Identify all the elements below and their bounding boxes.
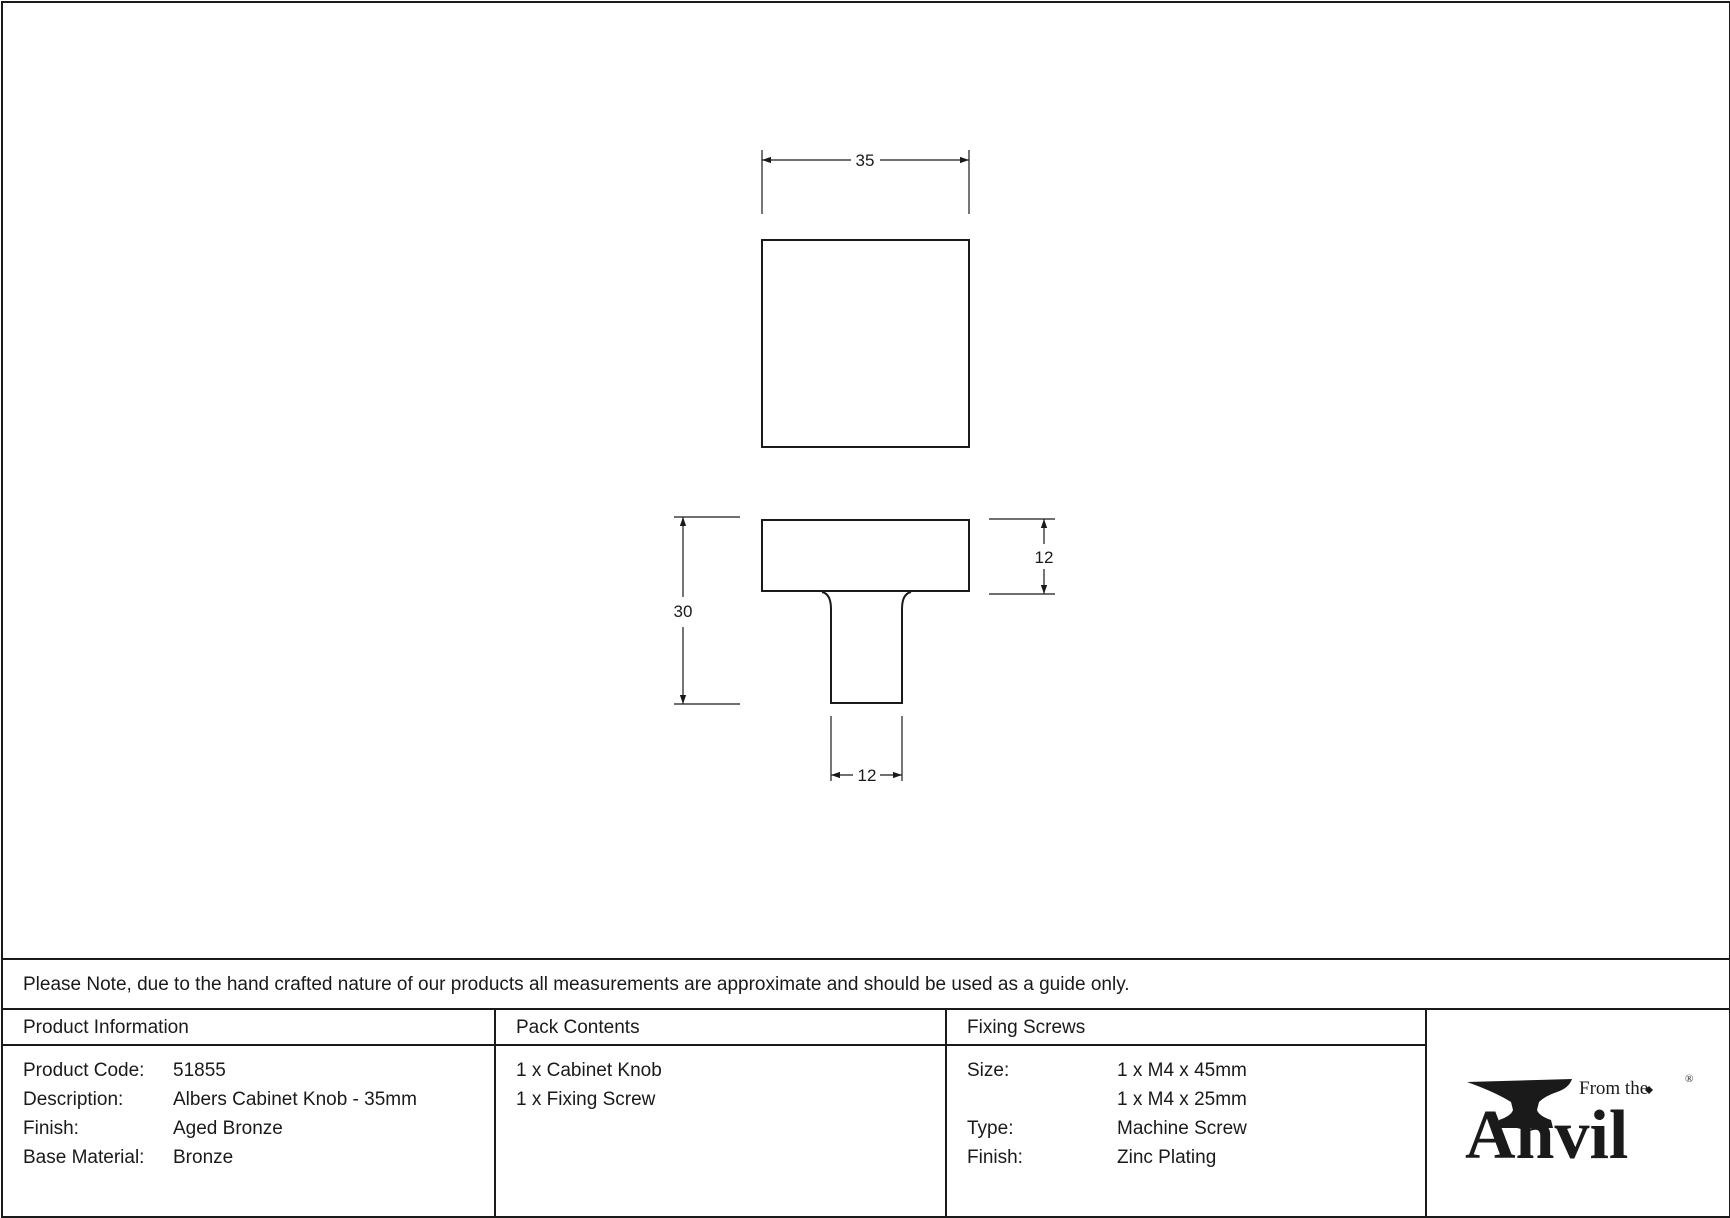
stem-width-label: 12 bbox=[857, 766, 877, 785]
head-height-dimension bbox=[989, 519, 1055, 594]
measurement-note-row bbox=[3, 958, 1729, 1010]
top-view-outline bbox=[762, 240, 969, 447]
head-height-label: 12 bbox=[1034, 548, 1054, 567]
pack-item bbox=[516, 1089, 935, 1118]
stem-width-dimension bbox=[831, 716, 902, 785]
product-information-heading: Product Information bbox=[23, 1017, 189, 1038]
product-row bbox=[23, 1147, 484, 1176]
screw-value: 1 x M4 x 45mm bbox=[1117, 1060, 1247, 1081]
product-row bbox=[23, 1060, 484, 1089]
fixing-screws-header bbox=[947, 1010, 1425, 1046]
screw-row bbox=[967, 1147, 1415, 1176]
screw-label: Finish: bbox=[967, 1147, 1023, 1168]
side-view-outline bbox=[762, 520, 969, 703]
logo-registered: ® bbox=[1685, 1073, 1694, 1085]
overall-height-label: 30 bbox=[673, 602, 693, 621]
product-row bbox=[23, 1118, 484, 1147]
product-information-header bbox=[3, 1010, 494, 1046]
screw-value: Zinc Plating bbox=[1117, 1147, 1217, 1168]
pack-contents-header bbox=[496, 1010, 945, 1046]
drawing-sheet bbox=[1, 1, 1730, 1218]
screw-row bbox=[967, 1089, 1415, 1118]
info-table bbox=[3, 1010, 1729, 1216]
screw-value: Machine Screw bbox=[1117, 1118, 1247, 1139]
product-row bbox=[23, 1089, 484, 1118]
logo-column bbox=[1427, 1010, 1729, 1216]
fixing-screws-heading: Fixing Screws bbox=[967, 1017, 1086, 1038]
pack-item-text: 1 x Cabinet Knob bbox=[516, 1060, 662, 1081]
pack-item-text: 1 x Fixing Screw bbox=[516, 1089, 656, 1110]
product-value: Aged Bronze bbox=[173, 1118, 283, 1139]
pack-contents-column bbox=[496, 1010, 947, 1216]
product-value: Bronze bbox=[173, 1147, 234, 1168]
product-value: 51855 bbox=[173, 1060, 226, 1081]
measurement-note: Please Note, due to the hand crafted nature of our products all measurements are approximate and should be used as a guide only. bbox=[23, 974, 1130, 995]
product-label: Description: bbox=[23, 1089, 124, 1110]
technical-drawing bbox=[3, 3, 1729, 958]
screw-value: 1 x M4 x 25mm bbox=[1117, 1089, 1247, 1110]
logo-big-text: Anvil bbox=[1465, 1097, 1629, 1172]
top-width-dimension bbox=[762, 150, 969, 214]
screw-row bbox=[967, 1060, 1415, 1089]
product-label: Product Code: bbox=[23, 1060, 145, 1081]
fixing-screws-column bbox=[947, 1010, 1427, 1216]
screw-label: Size: bbox=[967, 1060, 1010, 1081]
screw-label: Type: bbox=[967, 1118, 1014, 1139]
pack-item bbox=[516, 1060, 935, 1089]
top-width-label: 35 bbox=[855, 151, 875, 170]
product-value: Albers Cabinet Knob - 35mm bbox=[173, 1089, 417, 1110]
product-label: Base Material: bbox=[23, 1147, 145, 1168]
product-information-column bbox=[3, 1010, 496, 1216]
logo-small-text: From the bbox=[1579, 1078, 1649, 1099]
screw-row bbox=[967, 1118, 1415, 1147]
overall-height-dimension bbox=[674, 517, 740, 704]
pack-contents-heading: Pack Contents bbox=[516, 1017, 640, 1038]
brand-logo bbox=[1457, 1062, 1697, 1172]
product-label: Finish: bbox=[23, 1118, 79, 1139]
